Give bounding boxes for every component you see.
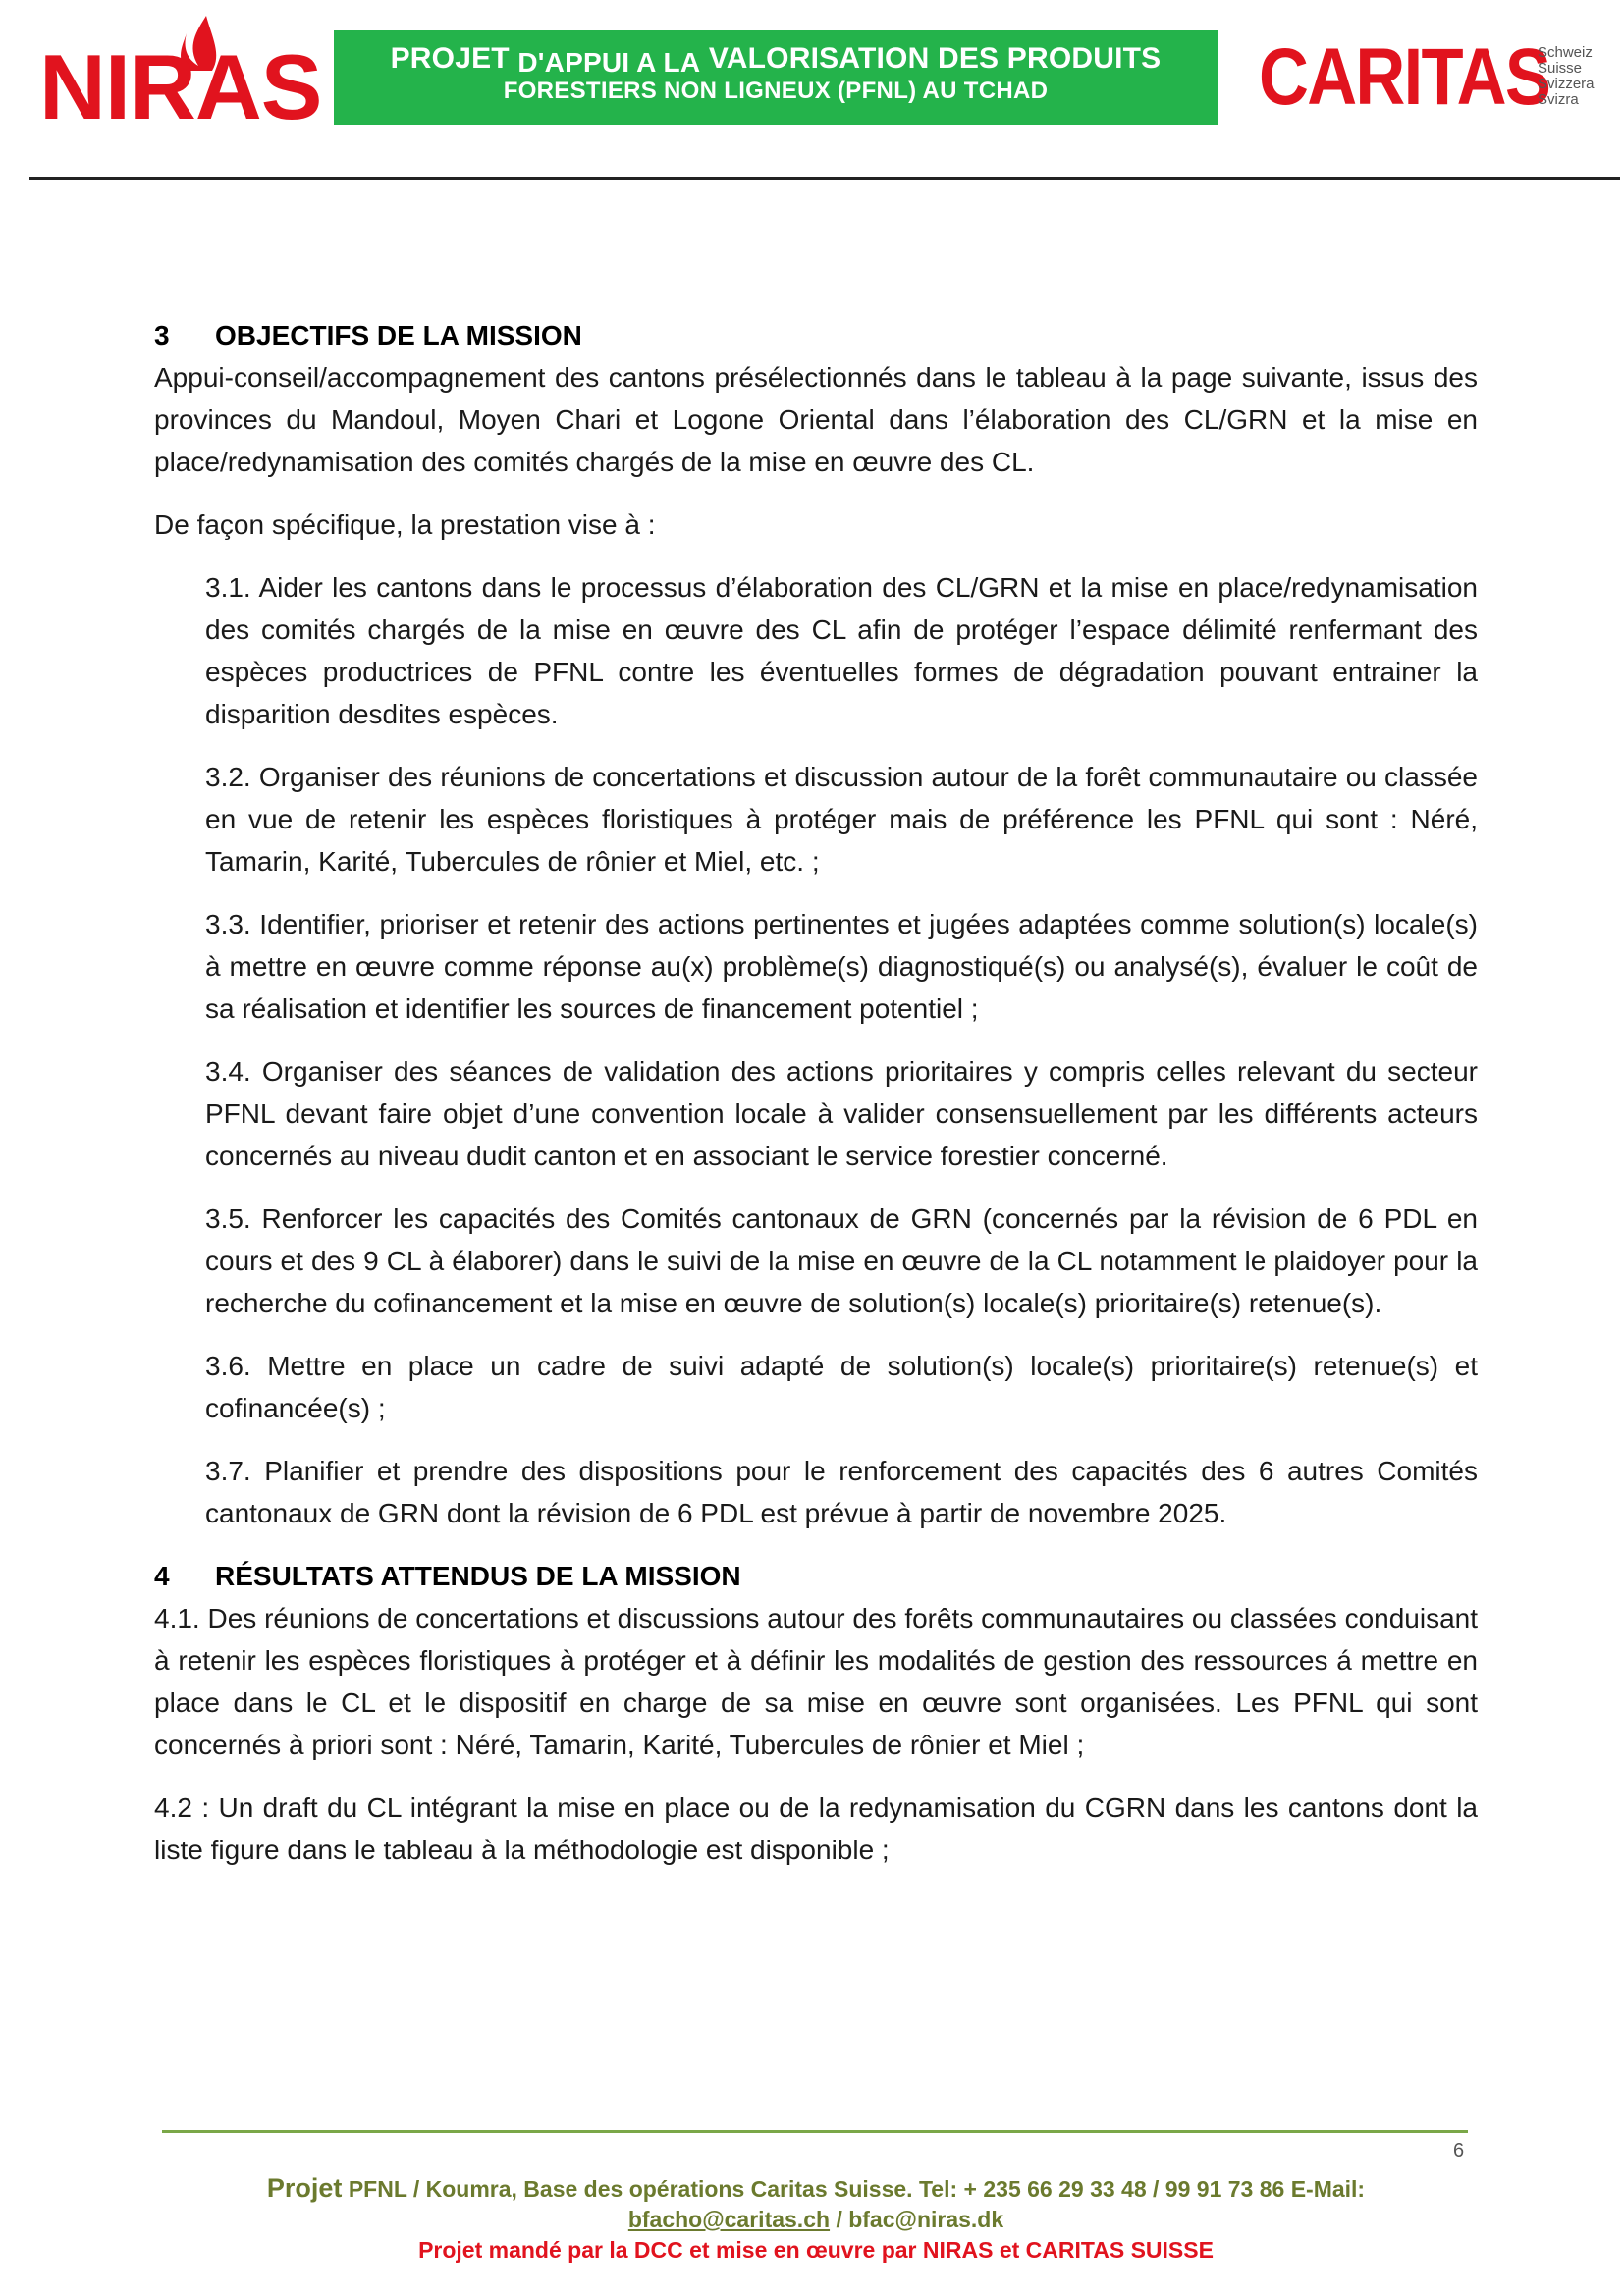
footer-contact-line — [154, 2173, 1478, 2205]
banner-line-1 — [334, 42, 1218, 76]
objective-3-1: 3.1. Aider les cantons dans le processus d’élaboration des CL/GRN et la mise en place/redynamisation des comités chargés de la mise en œuvre des CL afin de protéger l’espace délimité renfermant des espèces productrices de PFNL contre les éventuelles formes de dégradation pouvant entrainer la disparition desdites espèces. — [205, 572, 1478, 729]
caritas-lang-svizra: Svizra — [1538, 91, 1579, 108]
email-link-caritas[interactable]: bfacho@caritas.ch — [627, 2207, 831, 2232]
banner-word-projet: PROJET — [390, 42, 510, 75]
email-separator: / — [836, 2207, 842, 2232]
objective-3-7: 3.7. Planifier et prendre des dispositions pour le renforcement des capacités des 6 autres Comités cantonaux de GRN dont la révision de 6 PDL est prévue à partir de novembre 2025. — [205, 1456, 1478, 1528]
section-3-number: 3 — [154, 320, 170, 350]
result-4-2: 4.2 : Un draft du CL intégrant la mise en place ou de la redynamisation du CGRN dans les cantons dont la liste figure dans le tableau à la méthodologie est disponible ; — [154, 1792, 1478, 1865]
footer-contact: PFNL / Koumra, Base des opérations Caritas Suisse. Tel: + 235 66 29 33 48 / 99 91 73 86 E-Mail: — [348, 2176, 1366, 2202]
section-3-specific: De façon spécifique, la prestation vise à : — [154, 509, 656, 540]
objective-3-4: 3.4. Organiser des séances de validation des actions prioritaires y compris celles relevant du secteur PFNL devant faire objet d’une convention locale à valider consensuellement par les différents acteurs concernés au niveau dudit canton et en associant le service forestier concerné. — [205, 1056, 1478, 1171]
section-4-title: RÉSULTATS ATTENDUS DE LA MISSION — [215, 1561, 741, 1591]
email-niras: bfac@niras.dk — [848, 2207, 1004, 2232]
result-4-1: 4.1. Des réunions de concertations et discussions autour des forêts communautaires ou classées conduisant à retenir les espèces floristiques à protéger et à définir les modalités de gestion des ressources á mettre en place dans le CL et le dispositif en charge de sa mise en œuvre sont organisées. Les PFNL qui sont concernés à priori sont : Néré, Tamarin, Karité, Tubercules de rônier et Miel ; — [154, 1603, 1478, 1760]
footer-projet: Projet — [266, 2173, 343, 2203]
section-3-title: OBJECTIFS DE LA MISSION — [215, 320, 582, 350]
objective-3-5: 3.5. Renforcer les capacités des Comités cantonaux de GRN (concernés par la révision de 6 PDL en cours et des 9 CL à élaborer) dans le suivi de la mise en œuvre de la CL notamment le plaidoyer pour la recherche du cofinancement et la mise en œuvre de solution(s) locale(s) prioritaire(s) retenue(s). — [205, 1203, 1478, 1318]
caritas-lang-schweiz: Schweiz — [1538, 44, 1593, 61]
objective-3-2: 3.2. Organiser des réunions de concertations et discussion autour de la forêt communautaire ou classée en vue de retenir les espèces floristiques à protéger mais de préférence les PFNL qui sont : Néré, Tamarin, Karité, Tubercules de rônier et Miel, etc. ; — [205, 762, 1478, 877]
caritas-logo-text: CARITAS — [1259, 32, 1550, 122]
header-divider — [29, 177, 1620, 180]
footer — [154, 2173, 1478, 2266]
section-3-intro: Appui-conseil/accompagnement des cantons présélectionnés dans le tableau à la page suivante, issus des provinces du Mandoul, Moyen Chari et Logone Oriental dans l’élaboration des CL/GRN et la mise en place/redynamisation des comités chargés de la mise en œuvre des CL. — [154, 362, 1478, 477]
banner-word-valorisation: VALORISATION DES PRODUITS — [708, 42, 1162, 75]
caritas-lang-svizzera: Svizzera — [1538, 76, 1595, 92]
banner-line-2: FORESTIERS NON LIGNEUX (PFNL) AU TCHAD — [503, 78, 1049, 104]
page-number: 6 — [1453, 2140, 1465, 2162]
section-4-heading — [154, 1555, 1478, 1597]
objective-3-6: 3.6. Mettre en place un cadre de suivi adapté de solution(s) locale(s) prioritaire(s) retenue(s) et cofinancée(s) ; — [205, 1351, 1478, 1423]
footer-divider — [162, 2130, 1468, 2133]
document-body — [154, 314, 1478, 1871]
banner-word-appui: D'APPUI A LA — [517, 47, 701, 78]
section-4-number: 4 — [154, 1561, 170, 1591]
niras-logo-text: NIRAS — [39, 35, 322, 138]
caritas-lang-suisse: Suisse — [1538, 60, 1583, 77]
objective-3-3: 3.3. Identifier, prioriser et retenir des actions pertinentes et jugées adaptées comme solution(s) locale(s) à mettre en œuvre comme réponse au(x) problème(s) diagnostiqué(s) ou analysé(s), évaluer le coût de sa réalisation et identifier les sources de financement potentiel ; — [205, 909, 1478, 1024]
project-banner — [334, 30, 1218, 125]
caritas-languages — [1538, 45, 1595, 108]
footer-emails — [154, 2205, 1478, 2235]
niras-logo — [39, 12, 322, 138]
section-3-heading — [154, 314, 1478, 356]
caritas-logo — [1259, 32, 1595, 122]
footer-mandate: Projet mandé par la DCC et mise en œuvre par NIRAS et CARITAS SUISSE — [418, 2237, 1214, 2263]
